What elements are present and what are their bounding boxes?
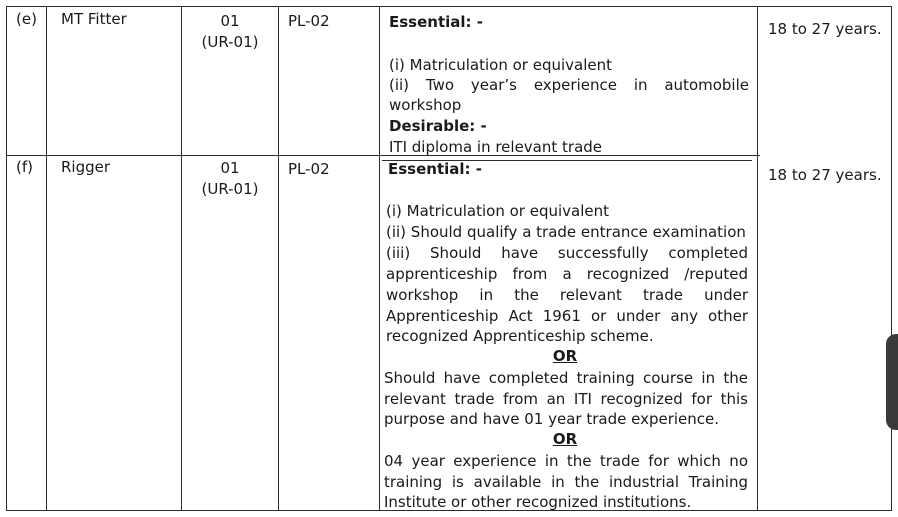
qualification-line: (i) Matriculation or equivalent <box>386 202 609 220</box>
qualification-line: Should have completed training course in the <box>384 369 748 387</box>
desirable-text: ITI diploma in relevant trade <box>389 138 603 156</box>
page-edge-tab <box>886 334 898 430</box>
qualification-line: apprenticeship from a recognized /reputed <box>386 265 748 283</box>
vacancy-count: 01 <box>220 159 240 177</box>
qualification-line: (ii) Should qualify a trade entrance examination <box>386 223 746 241</box>
age-limit: 18 to 27 years. <box>768 20 882 38</box>
row-divider <box>6 155 760 156</box>
serial-number: (f) <box>16 158 33 176</box>
post-name: Rigger <box>61 158 111 176</box>
essential-heading: Essential: - <box>388 160 482 178</box>
column-border <box>181 6 182 511</box>
qualification-line: relevant trade from an ITI recognized for this <box>384 390 748 408</box>
pay-level: PL-02 <box>288 160 330 178</box>
column-border <box>46 6 47 511</box>
qualification-line: (i) Matriculation or equivalent <box>389 56 612 74</box>
serial-number: (e) <box>16 10 37 28</box>
qualification-line: training is available in the industrial Training <box>384 473 748 491</box>
table-top-border <box>6 6 892 7</box>
column-border <box>6 6 7 511</box>
qualification-line: (ii) Two year’s experience in automobile <box>389 76 749 94</box>
qualification-line: 04 year experience in the trade for which no <box>384 452 748 470</box>
pay-level: PL-02 <box>288 12 330 30</box>
desirable-heading: Desirable: - <box>389 117 487 135</box>
column-border <box>379 6 380 511</box>
or-separator: OR <box>552 347 578 365</box>
qualification-line: workshop in the relevant trade under <box>386 286 748 304</box>
qualification-line: Apprenticeship Act 1961 or under any other <box>386 307 748 325</box>
vacancy-count: 01 <box>220 12 240 30</box>
qualification-line: recognized Apprenticeship scheme. <box>386 327 654 345</box>
age-limit: 18 to 27 years. <box>768 166 882 184</box>
column-border <box>278 6 279 511</box>
qualification-line: (iii) Should have successfully completed <box>386 244 748 262</box>
vacancy-category: (UR-01) <box>201 180 259 198</box>
essential-heading: Essential: - <box>389 13 483 31</box>
column-border <box>757 6 758 511</box>
post-name: MT Fitter <box>61 10 127 28</box>
column-border <box>891 6 892 511</box>
qualification-line: workshop <box>389 96 462 114</box>
or-separator: OR <box>552 430 578 448</box>
vacancy-category: (UR-01) <box>201 33 259 51</box>
qualification-line: purpose and have 01 year trade experience. <box>384 410 720 428</box>
qualification-line: Institute or other recognized institutions. <box>384 493 692 511</box>
